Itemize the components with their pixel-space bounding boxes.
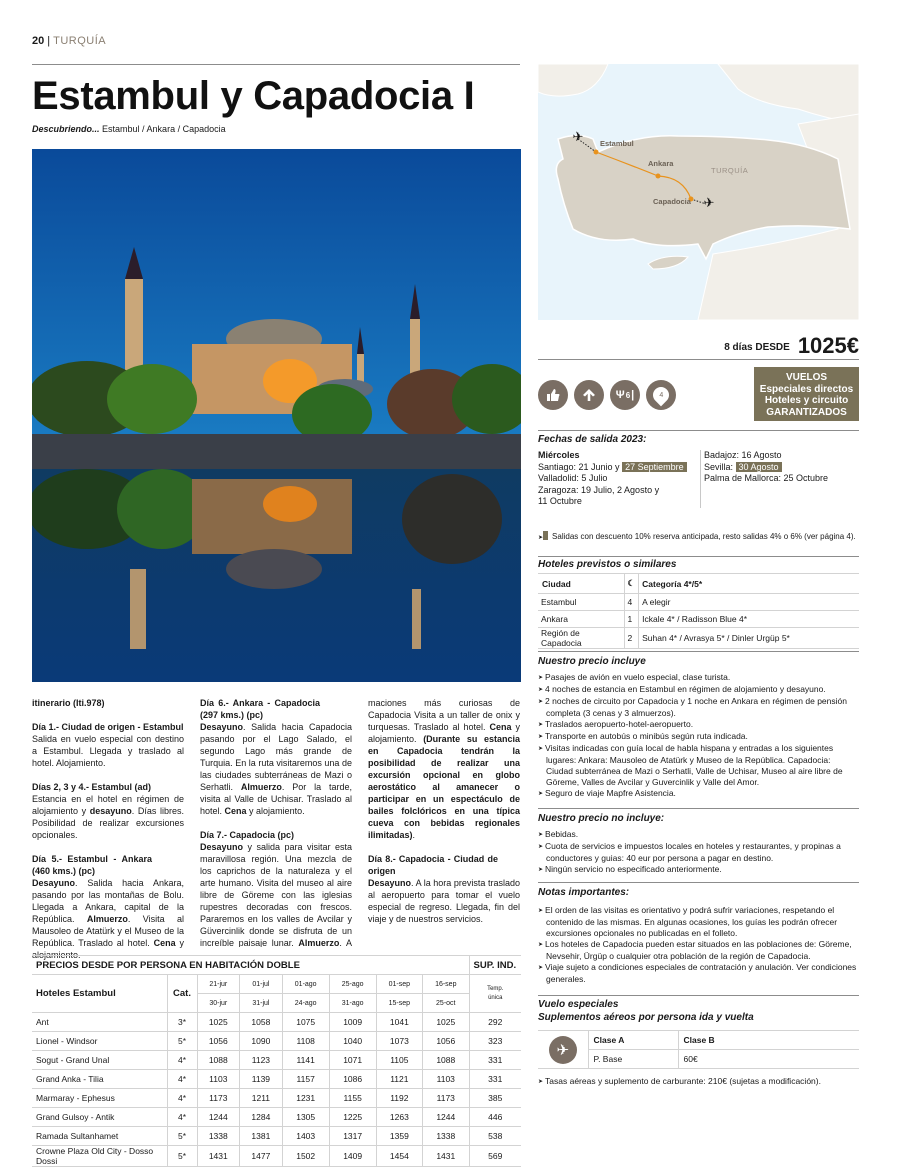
discount-note — [538, 531, 856, 541]
hotel-category: 4* — [167, 1070, 197, 1089]
price-cell: 1058 — [240, 1013, 283, 1032]
price-cell: 1305 — [282, 1108, 329, 1127]
map-dot-ankara — [656, 174, 661, 179]
hotel-name: Ant — [32, 1013, 167, 1032]
divider — [538, 995, 859, 996]
hotel-nights: 1 — [624, 611, 639, 628]
plane-icon: ✈ — [549, 1036, 577, 1064]
day-title: Día 7.- Capadocia (pc) — [200, 830, 295, 840]
price-cell: 1141 — [282, 1051, 329, 1070]
departure-line — [704, 462, 860, 474]
meals-icon — [610, 380, 640, 410]
itinerary-column-1 — [32, 697, 184, 973]
price-cell: 1338 — [197, 1127, 240, 1146]
sup-season-line: Temp. — [487, 985, 504, 992]
bold-text: Almuerzo — [298, 938, 340, 947]
departure-line: 11 Octubre — [538, 496, 582, 506]
list-item: ➤ Visitas indicadas con guía local de habla hispana y entradas a los siguientes lugares: Ankara: Mausoleo de Atatürk y Museo de la República. Capadocia: Ciudad subterránea de Mazi o Serhatli, Valle de Uchisar, Museo al aire libre de Göreme, Valles de Avcilar y Guvercinlik y Valle del Amor. — [538, 743, 859, 788]
day-body — [200, 842, 352, 947]
hotel-names: Ickale 4* / Radisson Blue 4* — [639, 611, 859, 628]
departure-line: Valladolid: 5 Julio — [538, 473, 608, 483]
notas-list — [538, 905, 859, 985]
bold-text: Desayuno — [368, 878, 412, 888]
price-cell: 1157 — [282, 1070, 329, 1089]
sup-ind-cell: 323 — [469, 1032, 521, 1051]
top-divider — [32, 64, 520, 65]
price-cell: 1139 — [240, 1070, 283, 1089]
text: . Días libres. Posibilidad de realizar excursiones opcionales. — [32, 806, 184, 840]
list-item: ➤ Viaje sujeto a condiciones especiales de contratación y anulación. Ver condiciones generales. — [538, 962, 859, 985]
tasas-note: ➤ Tasas aéreas y suplemento de carburante: 210€ (sujetas a modificación). — [538, 1076, 859, 1088]
list-item: ➤ Pasajes de avión en vuelo especial, clase turista. — [538, 672, 859, 684]
itinerary-day — [200, 697, 352, 817]
table-row — [32, 1070, 521, 1089]
text: y salida para visitar esta maravillosa región. Una mezcla de los caprichos de la naturaleza y el arte humano. Visita del museo al aire libre de Göreme con las iglesias rupestres decoradas con frescos. Pararemos en los valles de Avcilar y Güvercinlik donde se disfruta de un increíble paisaje lunar. — [200, 842, 352, 947]
itinerary-day — [200, 829, 352, 947]
itinerary-column-2 — [200, 697, 352, 947]
sup-season-line: única — [488, 994, 503, 1001]
badge-line: VUELOS — [785, 372, 828, 383]
page-title: Estambul y Capadocia I — [32, 74, 475, 118]
map-label-ankara: Ankara — [648, 159, 674, 168]
class-a-header: Clase A — [588, 1031, 678, 1050]
class-b-value: 60€ — [678, 1050, 859, 1069]
hotel-name: Grand Gulsoy - Antik — [32, 1108, 167, 1127]
hotel-name: Crowne Plaza Old City - Dosso Dossi — [32, 1146, 167, 1167]
hotels-table — [538, 573, 859, 649]
hoteles-title: Hoteles previstos o similares — [538, 559, 677, 570]
date-from: 25-ago — [329, 975, 376, 994]
price-cell: 1041 — [376, 1013, 422, 1032]
list-item: ➤ El orden de las visitas es orientativo y podrá sufrir variaciones, respetando el contenido de las mismas. En algunas ocasiones, los guías les podrán ofrecer excursiones opcionales no publicadas en el folleto. — [538, 905, 859, 939]
divider — [538, 430, 859, 431]
price-cell: 1155 — [329, 1089, 376, 1108]
sup-ind-cell: 385 — [469, 1089, 521, 1108]
arrow-bullet-icon: ➤ — [538, 535, 544, 541]
bold-text: Cena — [153, 938, 176, 948]
day-title: Día 1.- Ciudad de origen - Estambul — [32, 722, 184, 732]
bold-text: desayuno — [89, 806, 132, 816]
sup-season — [469, 975, 521, 1013]
price-cell: 1225 — [329, 1108, 376, 1127]
text: maciones más curiosas de Capadocia Visita a un taller de onix y turquesas. Traslado al hotel. — [368, 698, 520, 732]
list-item: ➤ Traslados aeropuerto-hotel-aeropuerto. — [538, 719, 859, 731]
bold-text: Cena — [489, 722, 512, 732]
map-label-capadocia: Capadocia — [653, 197, 691, 206]
subtitle-lead: Descubriendo... — [32, 124, 100, 134]
table-row — [32, 1032, 521, 1051]
fork-icon: Ψ — [615, 389, 625, 401]
departure-line: Badajoz: 16 Agosto — [704, 450, 782, 460]
list-item: ➤ 4 noches de estancia en Estambul en régimen de alojamiento y desayuno. — [538, 684, 859, 696]
bold-text: Cena — [224, 806, 247, 816]
tasas-list — [538, 1076, 859, 1088]
date-from: 01-ago — [282, 975, 329, 994]
price-table-title: PRECIOS DESDE POR PERSONA EN HABITACIÓN DOBLE — [32, 956, 469, 975]
date-to: 15-sep — [376, 994, 422, 1013]
table-row — [32, 1013, 521, 1032]
bold-text: Desayuno — [200, 722, 244, 732]
page-number: 20 — [32, 35, 45, 47]
text: . A — [339, 938, 352, 947]
divider — [538, 808, 859, 809]
sup-ind-header: SUP. IND. — [469, 956, 521, 975]
date-to: 31-ago — [329, 994, 376, 1013]
departure-line — [538, 462, 698, 474]
date-to: 24-ago — [282, 994, 329, 1013]
sup-ind-cell: 292 — [469, 1013, 521, 1032]
price-cell: 1284 — [240, 1108, 283, 1127]
route-map — [538, 64, 859, 320]
itinerary-day — [32, 721, 184, 769]
moon-icon: ☾ — [624, 574, 639, 594]
day-body — [32, 794, 184, 840]
text: Salida en vuelo especial con destino a Estambul. Llegada y traslado al hotel. Alojamiento. — [32, 734, 184, 768]
table-row — [32, 1146, 521, 1167]
price-table — [32, 955, 521, 1167]
table-row — [32, 1108, 521, 1127]
price-cell: 1263 — [376, 1108, 422, 1127]
hotel-category: 4* — [167, 1089, 197, 1108]
price-cell: 1123 — [240, 1051, 283, 1070]
price-cell: 1173 — [423, 1089, 469, 1108]
hagia-sophia-photo — [32, 149, 521, 682]
bold-text: Almuerzo — [240, 782, 282, 792]
day-title: Día 5.- Estambul - Ankara (460 kms.) (pc) — [32, 854, 152, 876]
itinerary-day-continued — [368, 697, 520, 841]
day-body — [32, 734, 184, 768]
price-cell: 1056 — [423, 1032, 469, 1051]
subtitle — [32, 124, 226, 134]
plane-icon-capadocia: ✈ — [703, 195, 715, 210]
vuelo-subtitle: Suplementos aéreos por persona ida y vuelta — [538, 1012, 754, 1023]
divider — [538, 882, 859, 883]
departure-text: Sevilla: — [704, 461, 736, 472]
text: Estancia en el hotel en régimen de alojamiento y — [32, 794, 184, 816]
departure-line: Palma de Mallorca: 25 Octubre — [704, 473, 829, 483]
day-body — [200, 722, 352, 816]
price-cell: 1103 — [423, 1070, 469, 1089]
departure-text: Santiago: 21 Junio y — [538, 461, 623, 472]
hotel-category: 3* — [167, 1013, 197, 1032]
date-from: 01-sep — [376, 975, 422, 994]
offer-days: 8 días DESDE — [724, 342, 790, 353]
discount-date-highlight: 30 Agosto — [736, 462, 782, 472]
hotel-category: 4* — [167, 1051, 197, 1070]
text: . Salida hacia Capadocia pasando por el Lago Salado, el segundo Lago más grande de Turquia. En la ruta visitaremos una de las ciudades subterráneas de Mazi o Serhatli. — [200, 722, 352, 792]
feature-icons — [538, 380, 676, 410]
itinerary-day — [368, 853, 520, 925]
price-cell: 1025 — [423, 1013, 469, 1032]
map-illustration — [538, 64, 859, 320]
price-cell: 1477 — [240, 1146, 283, 1167]
price-cell: 1211 — [240, 1089, 283, 1108]
itinerary-column-3 — [368, 697, 520, 937]
table-row — [32, 1127, 521, 1146]
day-title: Días 2, 3 y 4.- Estambul (ad) — [32, 782, 152, 792]
highlight-swatch — [543, 531, 548, 540]
hotel-nights: 2 — [624, 628, 639, 649]
hotel-category: 5* — [167, 1127, 197, 1146]
vuelo-title: Vuelo especiales — [538, 999, 619, 1010]
itinerary-day — [32, 781, 184, 841]
fechas-title: Fechas de salida 2023: — [538, 434, 647, 445]
text: . A la hora prevista traslado al aeropuerto para tomar el vuelo especial de regreso. Llegada, fin del viaje y de nuestros servicios. — [368, 878, 520, 924]
text: y alojamiento. — [246, 806, 305, 816]
class-a-value: P. Base — [588, 1050, 678, 1069]
departure-day: Miércoles — [538, 450, 580, 460]
text: . Por la tarde, visita al Valle de Uchisar. Traslado al hotel. — [200, 782, 352, 816]
price-cell: 1071 — [329, 1051, 376, 1070]
hotel-column-header: Hoteles Estambul — [32, 975, 167, 1013]
date-to: 30-jur — [197, 994, 240, 1013]
guaranteed-flights-badge — [754, 367, 859, 421]
day-title: Día 6.- Ankara - Capadocia (297 kms.) (pc) — [200, 698, 320, 720]
bold-text: Desayuno — [32, 878, 76, 888]
text: . Visita al Mausoleo de Atatürk y el Museo de la República. Traslado al hotel. — [32, 914, 185, 948]
price-cell: 1121 — [376, 1070, 422, 1089]
hotel-city: Estambul — [538, 594, 624, 611]
text: . Salida hacia Ankara, pasando por las montañas de Bolu. Llegada a Ankara, capital de la República. — [32, 878, 184, 924]
offer-price — [724, 333, 859, 359]
price-cell: 1192 — [376, 1089, 422, 1108]
text: . — [412, 830, 416, 840]
map-label-country: TURQUÍA — [711, 166, 749, 175]
flight-supplement-table — [538, 1030, 859, 1069]
sup-ind-cell: 331 — [469, 1051, 521, 1070]
price-cell: 1108 — [282, 1032, 329, 1051]
price-cell: 1231 — [282, 1089, 329, 1108]
table-row — [32, 1051, 521, 1070]
hotel-category: 5* — [167, 1146, 197, 1167]
price-cell: 1090 — [240, 1032, 283, 1051]
list-item: ➤ Los hoteles de Capadocia pueden estar situados en las poblaciones de: Göreme, Nevsehir, Ürgüp o cualquier otra población de la región de Capadocia. — [538, 939, 859, 962]
sup-ind-cell: 538 — [469, 1127, 521, 1146]
discount-note-text: Salidas con descuento 10% reserva anticipada, resto salidas 4% o 6% (ver página 4). — [552, 532, 856, 541]
price-cell: 1359 — [376, 1127, 422, 1146]
day-body — [368, 878, 520, 924]
list-item: ➤ 2 noches de circuito por Capadocia y 1 noche en Ankara en régimen de pensión completa (3 cenas y 3 almuerzos). — [538, 696, 859, 719]
hotel-city: Ankara — [538, 611, 624, 628]
hotel-name: Ramada Sultanhamet — [32, 1127, 167, 1146]
price-cell: 1502 — [282, 1146, 329, 1167]
price-cell: 1454 — [376, 1146, 422, 1167]
sup-ind-cell: 446 — [469, 1108, 521, 1127]
price-cell: 1381 — [240, 1127, 283, 1146]
location-pin-icon — [646, 380, 676, 410]
itinerary-heading: itinerario (Iti.978) — [32, 698, 105, 708]
hotel-names: Suhan 4* / Avrasya 5* / Dinler Urgüp 5* — [639, 628, 859, 649]
list-item: ➤ Transporte en autobús o minibús según ruta indicada. — [538, 731, 859, 743]
day-body-continued — [368, 698, 520, 840]
price-cell: 1338 — [423, 1127, 469, 1146]
day-title: Día 8.- Capadocia - Ciudad de origen — [368, 854, 498, 876]
hotel-name: Marmaray - Ephesus — [32, 1089, 167, 1108]
price-cell: 1173 — [197, 1089, 240, 1108]
hotel-category: 4* — [167, 1108, 197, 1127]
price-cell: 1040 — [329, 1032, 376, 1051]
photo-illustration — [32, 149, 521, 682]
divider — [538, 651, 859, 652]
bold-text: Almuerzo — [86, 914, 128, 924]
map-dot-estambul — [594, 150, 599, 155]
offer-amount: 1025€ — [797, 333, 859, 358]
notas-title: Notas importantes: — [538, 887, 630, 898]
text: y alojamiento. — [368, 722, 520, 744]
price-cell: 1086 — [329, 1070, 376, 1089]
badge-line: Hoteles y circuito — [764, 395, 849, 406]
sup-ind-cell: 569 — [469, 1146, 521, 1167]
hotel-category: 5* — [167, 1032, 197, 1051]
divider — [538, 556, 859, 557]
price-cell: 1105 — [376, 1051, 422, 1070]
date-from: 01-jul — [240, 975, 283, 994]
plane-icon-estambul: ✈ — [572, 129, 584, 144]
price-cell: 1025 — [197, 1013, 240, 1032]
section-name: TURQUÍA — [53, 35, 107, 47]
date-from: 21-jur — [197, 975, 240, 994]
table-row — [538, 594, 859, 611]
bold-text: (Durante su estancia en Capadocia tendrán la posibilidad de realizar una excursión opcional en globo aerostático al amanecer o participar en un espectáculo de bailes folclóricos en una típica cueva con bebidas regionales ilimitadas) — [368, 734, 521, 840]
price-cell: 1317 — [329, 1127, 376, 1146]
day-body — [32, 878, 184, 960]
price-cell: 1431 — [423, 1146, 469, 1167]
list-item: ➤ Seguro de viaje Mapfre Asistencia. — [538, 788, 859, 800]
hotel-nights: 4 — [624, 594, 639, 611]
subtitle-route: Estambul / Ankara / Capadocia — [102, 124, 226, 134]
price-cell: 1431 — [197, 1146, 240, 1167]
list-item: ➤ Ningún servicio no especificado anteriormente. — [538, 864, 859, 876]
price-cell: 1409 — [329, 1146, 376, 1167]
badge-line: GARANTIZADOS — [766, 406, 847, 418]
hotel-name: Lionel - Windsor — [32, 1032, 167, 1051]
price-cell: 1056 — [197, 1032, 240, 1051]
price-cell: 1103 — [197, 1070, 240, 1089]
table-row — [32, 1089, 521, 1108]
price-cell: 1244 — [197, 1108, 240, 1127]
hotel-name: Grand Anka - Tilia — [32, 1070, 167, 1089]
table-row — [538, 611, 859, 628]
class-b-header: Clase B — [678, 1031, 859, 1050]
price-cell: 1073 — [376, 1032, 422, 1051]
discount-date-highlight: 27 Septiembre — [622, 462, 687, 472]
badge-line: Especiales directos — [759, 383, 854, 395]
list-item: ➤ Cuota de servicios e impuestos locales en hoteles y restaurantes, y propinas a conductores y guias: 40 eur por persona a pagar en destino. — [538, 841, 859, 864]
price-cell: 1088 — [197, 1051, 240, 1070]
price-cell: 1244 — [423, 1108, 469, 1127]
sup-ind-cell: 331 — [469, 1070, 521, 1089]
list-item: ➤ Bebidas. — [538, 829, 859, 841]
hotels-header-category: Categoría 4*/5* — [639, 574, 859, 594]
no-incluye-title: Nuestro precio no incluye: — [538, 813, 665, 824]
knife-icon: | — [631, 389, 635, 401]
thumbs-up-icon — [538, 380, 568, 410]
table-row — [538, 628, 859, 649]
hotels-header-city: Ciudad — [538, 574, 624, 594]
hotel-city: Región de Capadocia — [538, 628, 624, 649]
hotel-name: Sogut - Grand Unal — [32, 1051, 167, 1070]
incluye-title: Nuestro precio incluye — [538, 656, 646, 667]
page-header — [32, 35, 106, 47]
date-to: 31-jul — [240, 994, 283, 1013]
no-incluye-list — [538, 829, 859, 876]
itinerary-day — [32, 853, 184, 961]
pin-count: 4 — [659, 391, 663, 399]
price-cell: 1088 — [423, 1051, 469, 1070]
meals-count: 6 — [625, 390, 631, 400]
bold-text: Desayuno — [200, 842, 244, 852]
price-cell: 1009 — [329, 1013, 376, 1032]
incluye-list — [538, 672, 859, 800]
date-to: 25-oct — [423, 994, 469, 1013]
departure-dates-left — [538, 450, 698, 508]
hotel-names: A elegir — [639, 594, 859, 611]
header-separator: | — [47, 35, 51, 47]
map-label-estambul: Estambul — [600, 139, 634, 148]
text: y alojamiento. — [32, 938, 184, 960]
arrow-up-icon — [574, 380, 604, 410]
departure-dates-right — [700, 450, 860, 508]
departure-line: Zaragoza: 19 Julio, 2 Agosto y — [538, 484, 660, 495]
price-cell: 1075 — [282, 1013, 329, 1032]
plane-icon-cell — [538, 1031, 588, 1069]
date-from: 16-sep — [423, 975, 469, 994]
category-column-header: Cat. — [167, 975, 197, 1013]
divider — [538, 359, 859, 360]
price-cell: 1403 — [282, 1127, 329, 1146]
